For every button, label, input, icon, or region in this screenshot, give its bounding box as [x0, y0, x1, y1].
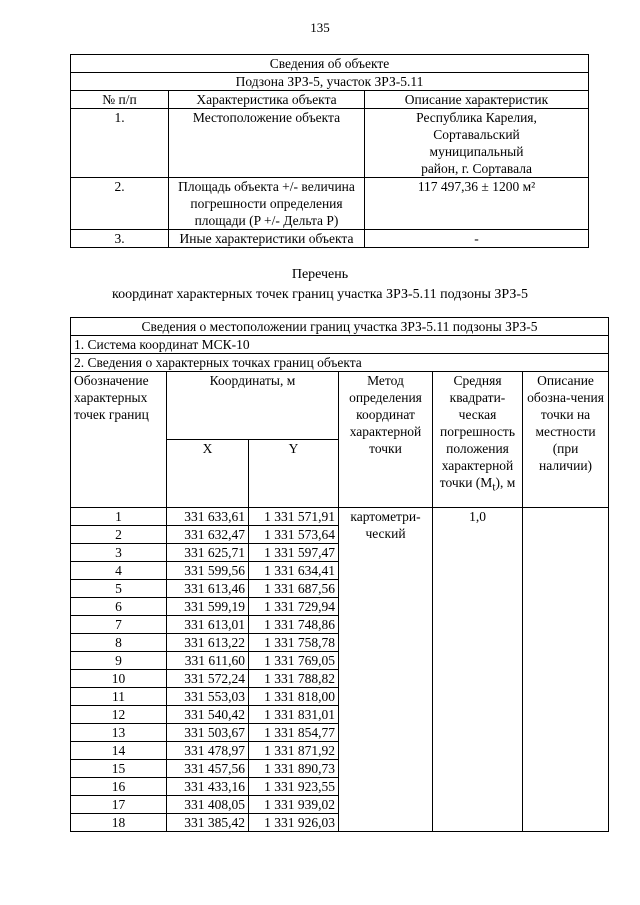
- point-x: 331 572,24: [167, 670, 249, 688]
- point-x: 331 613,22: [167, 634, 249, 652]
- point-number: 10: [71, 670, 167, 688]
- point-y: 1 331 769,05: [249, 652, 339, 670]
- point-y: 1 331 818,00: [249, 688, 339, 706]
- point-x: 331 433,16: [167, 778, 249, 796]
- point-y: 1 331 634,41: [249, 562, 339, 580]
- method-value: картометри-ческий: [339, 508, 433, 832]
- point-number: 3: [71, 544, 167, 562]
- point-y: 1 331 748,86: [249, 616, 339, 634]
- row-description: [365, 109, 589, 178]
- desc-line: муниципальный: [429, 144, 524, 159]
- point-y: 1 331 923,55: [249, 778, 339, 796]
- point-y: 1 331 758,78: [249, 634, 339, 652]
- coords-table-title: Сведения о местоположении границ участка ЗРЗ-5.11 подзоны ЗРЗ-5: [71, 318, 609, 336]
- point-number: 8: [71, 634, 167, 652]
- point-y: 1 331 788,82: [249, 670, 339, 688]
- header-characteristic: Характеристика объекта: [169, 91, 365, 109]
- point-x: 331 633,61: [167, 508, 249, 526]
- point-number: 1: [71, 508, 167, 526]
- desc-line: Республика Карелия,: [416, 110, 537, 125]
- list-heading-line2: координат характерных точек границ участка ЗРЗ-5.11 подзоны ЗРЗ-5: [111, 287, 529, 302]
- point-x: 331 385,42: [167, 814, 249, 832]
- table-row: [71, 109, 589, 178]
- table-row: [71, 230, 589, 248]
- point-number: 11: [71, 688, 167, 706]
- row-description: 117 497,36 ± 1200 м²: [365, 178, 589, 230]
- point-y: 1 331 597,47: [249, 544, 339, 562]
- point-y: 1 331 926,03: [249, 814, 339, 832]
- point-number: 18: [71, 814, 167, 832]
- list-heading-line1: Перечень: [291, 267, 349, 282]
- point-y: 1 331 573,64: [249, 526, 339, 544]
- point-number: 7: [71, 616, 167, 634]
- point-y: 1 331 871,92: [249, 742, 339, 760]
- point-x: 331 599,56: [167, 562, 249, 580]
- row-num: 3.: [71, 230, 169, 248]
- row-num: 2.: [71, 178, 169, 230]
- point-y: 1 331 729,94: [249, 598, 339, 616]
- point-x: 331 613,46: [167, 580, 249, 598]
- description-value: [523, 508, 609, 832]
- desc-line: Сортавальский: [433, 127, 520, 142]
- point-number: 15: [71, 760, 167, 778]
- coordinates-table: [70, 317, 609, 832]
- point-x: 331 599,19: [167, 598, 249, 616]
- object-table-subtitle: Подзона ЗРЗ-5, участок ЗРЗ-5.11: [71, 73, 589, 91]
- header-designation: Обозначение характерных точек границ: [71, 372, 167, 508]
- point-number: 14: [71, 742, 167, 760]
- point-x: 331 457,56: [167, 760, 249, 778]
- error-text: Средняя квадрати-ческая погрешность положения характерной точки (M: [439, 373, 515, 490]
- error-value: 1,0: [433, 508, 523, 832]
- desc-line: район, г. Сортавала: [421, 161, 532, 176]
- point-y: 1 331 831,01: [249, 706, 339, 724]
- point-x: 331 553,03: [167, 688, 249, 706]
- object-info-table: [70, 54, 589, 248]
- point-x: 331 503,67: [167, 724, 249, 742]
- point-number: 4: [71, 562, 167, 580]
- row-description: -: [365, 230, 589, 248]
- point-x: 331 632,47: [167, 526, 249, 544]
- point-y: 1 331 571,91: [249, 508, 339, 526]
- row-characteristic: Местоположение объекта: [169, 109, 365, 178]
- point-x: 331 540,42: [167, 706, 249, 724]
- header-description: Описание характеристик: [365, 91, 589, 109]
- row-characteristic: Площадь объекта +/- величина погрешности определения площади (P +/- Дельта P): [169, 178, 365, 230]
- header-method: Метод определения координат характерной точки: [339, 372, 433, 508]
- point-number: 13: [71, 724, 167, 742]
- point-y: 1 331 854,77: [249, 724, 339, 742]
- point-x: 331 625,71: [167, 544, 249, 562]
- header-description: Описание обозна-чения точки на местности (при наличии): [523, 372, 609, 508]
- header-coords: Координаты, м: [167, 372, 339, 440]
- point-number: 5: [71, 580, 167, 598]
- object-table-title: Сведения об объекте: [71, 55, 589, 73]
- row-num: 1.: [71, 109, 169, 178]
- point-y: 1 331 939,02: [249, 796, 339, 814]
- header-num: № п/п: [71, 91, 169, 109]
- header-y: Y: [249, 440, 339, 508]
- point-number: 17: [71, 796, 167, 814]
- point-x: 331 611,60: [167, 652, 249, 670]
- page-number: 135: [310, 20, 330, 35]
- header-error: [433, 372, 523, 508]
- points-section: 2. Сведения о характерных точках границ объекта: [71, 354, 609, 372]
- point-number: 2: [71, 526, 167, 544]
- point-number: 12: [71, 706, 167, 724]
- error-sub: t: [492, 481, 496, 494]
- point-number: 9: [71, 652, 167, 670]
- point-x: 331 613,01: [167, 616, 249, 634]
- point-x: 331 408,05: [167, 796, 249, 814]
- point-number: 16: [71, 778, 167, 796]
- row-characteristic: Иные характеристики объекта: [169, 230, 365, 248]
- table-row: [71, 178, 589, 230]
- point-x: 331 478,97: [167, 742, 249, 760]
- table-row: [71, 508, 609, 526]
- point-number: 6: [71, 598, 167, 616]
- coord-system: 1. Система координат МСК-10: [71, 336, 609, 354]
- header-x: X: [167, 440, 249, 508]
- point-y: 1 331 687,56: [249, 580, 339, 598]
- error-text-end: ), м: [495, 475, 516, 490]
- point-y: 1 331 890,73: [249, 760, 339, 778]
